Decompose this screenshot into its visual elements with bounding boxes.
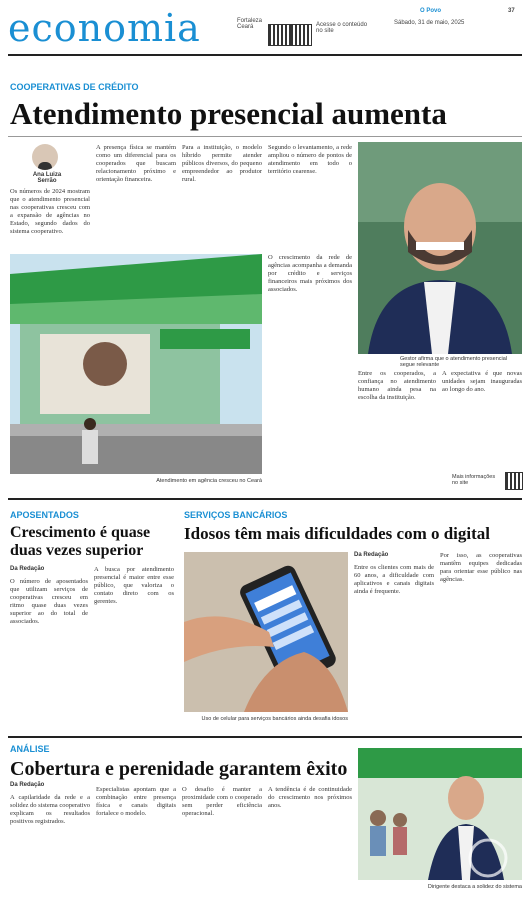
author-avatar bbox=[32, 144, 58, 170]
main-body-b3: A expectativa é que novas unidades sejam inauguradas ao longo do ano. bbox=[442, 370, 522, 393]
analysis-photo-caption: Dirigente destaca a solidez do sistema bbox=[427, 884, 522, 890]
executive-portrait-art bbox=[358, 142, 522, 354]
main-col-1: Os números de 2024 mostram que o atendimento presencial nas cooperativas cresceu com a expansão de agências no Estado, segundo dados do sistema cooperativo. bbox=[10, 188, 90, 235]
main-col-2: A presença física se mantém como um diferencial para os cooperados que buscam relacionamento próximo e orientação financeira. bbox=[96, 144, 176, 183]
main-col-4: Segundo o levantamento, a rede ampliou o número de pontos de atendimento em todo o território cearense. bbox=[268, 144, 352, 175]
brand-logo: O Povo bbox=[420, 8, 442, 14]
analysis-kicker: ANÁLISE bbox=[10, 744, 50, 754]
analysis-byline: Da Redação bbox=[10, 782, 45, 788]
analysis-photo bbox=[358, 748, 522, 880]
agency-photo-caption: Atendimento em agência cresceu no Ceará bbox=[156, 478, 262, 484]
masthead-meta-mid: Acesse o conteúdo no site bbox=[316, 22, 368, 34]
growth-byline: Da Redação bbox=[10, 566, 45, 572]
executive-portrait bbox=[358, 142, 522, 354]
qr-code-icon-2[interactable] bbox=[290, 24, 312, 46]
digital-byline: Da Redação bbox=[354, 552, 389, 558]
main-body-b2: Entre os cooperados, a confiança no atendimento humano ainda pesa na escolha da instituição. bbox=[358, 370, 436, 401]
phone-photo-caption: Uso de celular para serviços bancários ainda desafia idosos bbox=[201, 716, 348, 722]
growth-col-2: A busca por atendimento presencial é maior entre esse público, que valoriza o contato direto com os gerentes. bbox=[94, 566, 174, 605]
analysis-headline: Cobertura e perenidade garantem êxito bbox=[10, 758, 348, 780]
portrait-caption: Gestor afirma que o atendimento presencial segue relevante bbox=[400, 356, 508, 368]
agency-photo-art bbox=[10, 254, 262, 474]
analysis-photo-art bbox=[358, 748, 522, 880]
masthead-rule bbox=[8, 54, 522, 56]
phone-photo-art bbox=[184, 552, 348, 712]
digital-col-1: Entre os clientes com mais de 60 anos, a dificuldade com aplicativos e canais digitais ainda é frequente. bbox=[354, 564, 434, 595]
analysis-col-4: A tendência é de continuidade do crescimento nos próximos anos. bbox=[268, 786, 352, 809]
digital-headline: Idosos têm mais dificuldades com o digital bbox=[184, 524, 491, 543]
main-body-b1: O crescimento da rede de agências acompanha a demanda por crédito e serviços financeiros mais próximos dos associados. bbox=[268, 254, 352, 293]
edition-date: Sábado, 31 de maio, 2025 bbox=[394, 20, 465, 26]
qr-code-icon[interactable] bbox=[268, 24, 290, 46]
main-rule bbox=[8, 136, 522, 137]
phone-photo bbox=[184, 552, 348, 712]
digital-kicker: SERVIÇOS BANCÁRIOS bbox=[184, 510, 288, 520]
analysis-col-1: A capilaridade da rede e a solidez do sistema cooperativo explicam os resultados positivos registrados. bbox=[10, 794, 90, 825]
qr-code-icon-3[interactable] bbox=[505, 472, 523, 490]
analysis-col-2: Especialistas apontam que a combinação entre presença física e canais digitais fortalece o modelo. bbox=[96, 786, 176, 817]
analysis-col-3: O desafio é manter a proximidade com o cooperado sem perder eficiência operacional. bbox=[182, 786, 262, 817]
growth-kicker: APOSENTADOS bbox=[10, 510, 79, 520]
more-info-note: Mais informações no site bbox=[452, 474, 496, 486]
agency-photo bbox=[10, 254, 262, 474]
masthead-meta-left: Fortaleza Ceará bbox=[237, 18, 263, 30]
section-title: economia bbox=[8, 6, 201, 50]
growth-headline: Crescimento é quase duas vezes superior bbox=[10, 524, 151, 559]
section-rule-1 bbox=[8, 498, 522, 500]
growth-col-1: O número de aposentados que utilizam serviços de cooperativas cresceu em ritmo quase duas vezes superior ao do total de associados. bbox=[10, 578, 88, 625]
main-headline: Atendimento presencial aumenta bbox=[10, 96, 447, 131]
main-kicker: COOPERATIVAS DE CRÉDITO bbox=[10, 82, 139, 92]
digital-col-2: Por isso, as cooperativas mantêm equipes dedicadas para orientar esse público nas agências. bbox=[440, 552, 522, 583]
section-rule-2 bbox=[8, 736, 522, 738]
main-col-3: Para a instituição, o modelo híbrido permite atender públicos diversos, do pequeno empreendedor ao produtor rural. bbox=[182, 144, 262, 183]
page-number: 37 bbox=[508, 8, 515, 14]
main-byline: Ana Luiza Serrão bbox=[32, 172, 62, 184]
